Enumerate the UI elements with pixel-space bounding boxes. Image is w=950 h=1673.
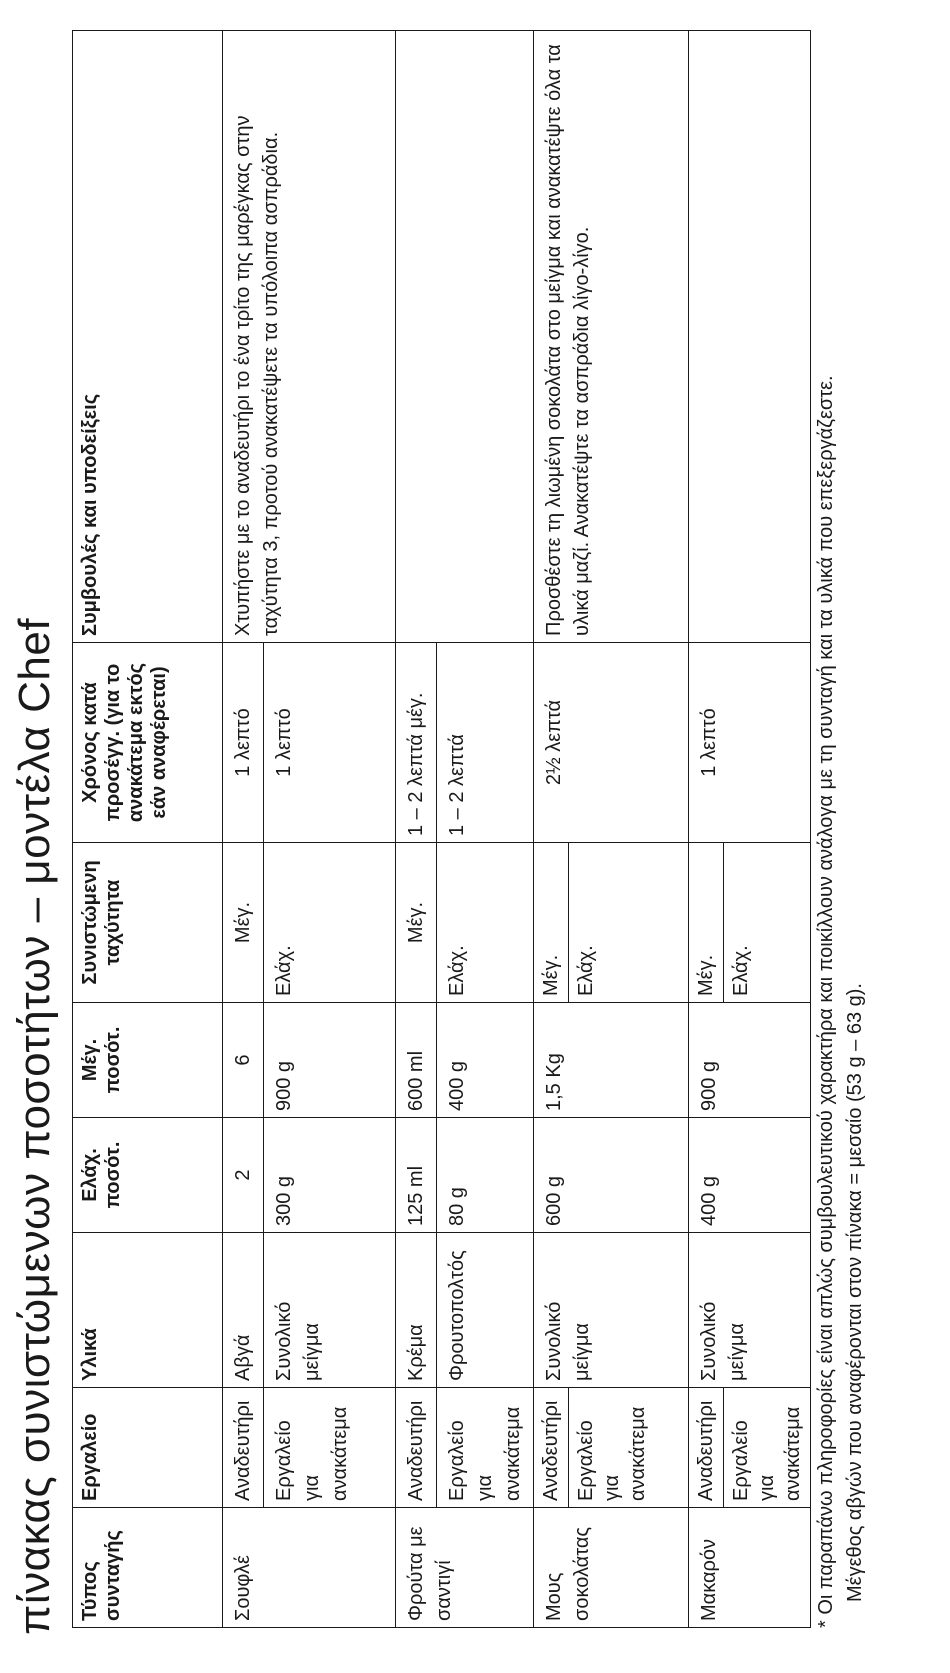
ingredient-cell: Αβγά	[232, 1334, 254, 1381]
max-quantity-cell: 900 g	[273, 1060, 295, 1111]
header-ingredients: Υλικά	[73, 1233, 223, 1388]
tips-cell: Προσθέστε τη λιωμένη σοκολάτα στο μείγμα και ανακατέψτε όλα τα υλικά μαζί. Ανακατέψτε τα ασπράδια λίγο-λίγο.	[543, 44, 593, 636]
disclaimer-note: * Οι παραπάνω πληροφορίες είναι απλώς συμβουλευτικού χαρακτήρα και ποικίλλουν ανάλογα με τη συνταγή και τα υλικά που επεξεργάζεστε.	[815, 375, 837, 1628]
tool-cell: Εργαλείο για ανακάτεμα	[730, 1406, 804, 1501]
header-tool: Εργαλείο	[73, 1388, 223, 1508]
speed-cell: Ελάχ.	[730, 945, 752, 996]
table-header-row	[73, 31, 223, 1628]
tool-cell: Αναδευτήρι	[232, 1400, 254, 1501]
speed-cell: Μέγ.	[534, 843, 569, 1002]
tool-cell: Αναδευτήρι	[689, 1388, 724, 1507]
table-row	[534, 31, 689, 1628]
min-quantity-cell: 600 g	[543, 1175, 565, 1226]
ingredient-cell: Συνολικό μείγμα	[698, 1301, 748, 1381]
speed-cell: Μέγ.	[232, 901, 254, 944]
header-tips: Συμβουλές και υποδείξεις	[73, 31, 223, 643]
max-quantity-cell: 900 g	[698, 1060, 720, 1111]
min-quantity-cell: 400 g	[698, 1175, 720, 1226]
min-quantity-cell: 125 ml	[405, 1165, 427, 1226]
footnotes	[812, 31, 870, 1628]
tips-cell	[396, 31, 408, 642]
max-quantity-cell: 600 ml	[405, 1050, 427, 1111]
time-cell: 1 λεπτό	[273, 708, 295, 777]
recipe-macaron: Μακαρόν	[698, 1538, 720, 1621]
page-title: πίνακας συνιστώμενων ποσοτήτων – μοντέλα Chef	[10, 617, 59, 1635]
tool-cell: Εργαλείο για ανακάτεμα	[446, 1406, 524, 1501]
speed-cell: Ελάχ.	[575, 945, 597, 996]
time-cell: 1 – 2 λεπτά μέγ.	[405, 692, 427, 836]
tips-cell	[689, 31, 701, 642]
speed-cell: Μέγ.	[405, 901, 427, 944]
max-quantity-cell: 1,5 Kg	[543, 1053, 565, 1111]
header-recipe-type: Τύπος συνταγής	[73, 1508, 223, 1628]
tool-cell: Αναδευτήρι	[405, 1400, 427, 1501]
header-time: Χρόνος κατά προσέγγ. (για το ανακάτεμα εκτός εάν αναφέρεται)	[73, 643, 223, 843]
header-min-quantity: Ελάχ. ποσότ.	[73, 1118, 223, 1233]
ingredient-cell: Φρουτοπολτός	[446, 1250, 468, 1381]
table-row	[689, 31, 811, 1628]
max-quantity-cell: 6	[232, 1054, 254, 1066]
speed-cell: Μέγ.	[689, 843, 724, 1002]
min-quantity-cell: 2	[232, 1169, 254, 1181]
quantity-table	[72, 30, 811, 1628]
speed-cell: Ελάχ.	[446, 945, 468, 996]
tool-cell: Εργαλείο για ανακάτεμα	[273, 1406, 351, 1501]
min-quantity-cell: 300 g	[273, 1175, 295, 1226]
egg-size-note: Μέγεθος αβγών που αναφέρονται στον πίνακα = μεσαίο (53 g – 63 g).	[844, 983, 866, 1602]
min-quantity-cell: 80 g	[446, 1187, 468, 1226]
tool-cell: Αναδευτήρι	[534, 1388, 569, 1507]
speed-cell: Ελάχ.	[273, 945, 295, 996]
table-row	[223, 31, 264, 1628]
tips-cell: Χτυπήστε με το αναδευτήρι το ένα τρίτο της μαρέγκας στην ταχύτητα 3, προτού ανακατέψετε τα υπόλοιπα ασπράδια.	[232, 115, 282, 636]
header-max-quantity: Μέγ. ποσότ.	[73, 1003, 223, 1118]
ingredient-cell: Συνολικό μείγμα	[273, 1301, 323, 1381]
ingredient-cell: Κρέμα	[405, 1324, 427, 1381]
tool-cell: Εργαλείο για ανακάτεμα	[575, 1406, 649, 1501]
time-cell: 2½ λεπτά	[543, 699, 565, 786]
max-quantity-cell: 400 g	[446, 1060, 468, 1111]
header-speed: Συνιστώμενη ταχύτητα	[73, 843, 223, 1003]
time-cell: 1 λεπτό	[698, 708, 720, 777]
ingredient-cell: Συνολικό μείγμα	[543, 1301, 593, 1381]
time-cell: 1 – 2 λεπτά	[446, 734, 468, 836]
recipe-souffle: Σουφλέ	[232, 1555, 254, 1621]
time-cell: 1 λεπτό	[232, 708, 254, 777]
recipe-fruit-cream: Φρούτα με σαντιγί	[405, 1526, 455, 1621]
recipe-chocolate-mousse: Μους σοκολάτας	[543, 1526, 593, 1621]
table-row	[396, 31, 437, 1628]
